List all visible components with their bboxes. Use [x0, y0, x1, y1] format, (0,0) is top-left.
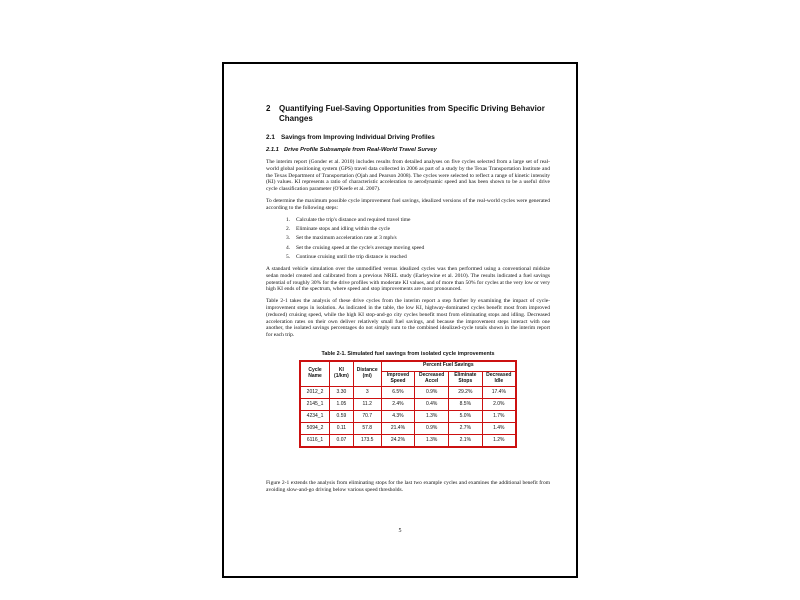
subsection-number: 2.1 — [266, 134, 275, 141]
table-group-header: Percent Fuel Savings — [381, 361, 516, 371]
table-subheader-cell: Decreased Accel — [415, 371, 449, 387]
table-cell: 173.5 — [353, 435, 381, 447]
subsection-heading — [266, 134, 550, 142]
section-heading — [266, 104, 550, 123]
table-cell: 29.2% — [449, 387, 483, 399]
table-cell: 57.8 — [353, 423, 381, 435]
table-cell: 0.59 — [330, 411, 354, 423]
table-cell: 1.3% — [415, 435, 449, 447]
subsubsection-text: Drive Profile Subsample from Real-World Travel Survey — [284, 147, 437, 153]
list-item-number: 2. — [286, 225, 291, 232]
table-cell: 21.4% — [381, 423, 415, 435]
page-content — [224, 64, 576, 494]
list-item-text: Calculate the trip's distance and required travel time — [296, 216, 411, 223]
table-cell: 70.7 — [353, 411, 381, 423]
list-item-number: 4. — [286, 244, 291, 251]
table-row — [300, 399, 516, 411]
table-cell: 1.7% — [482, 411, 516, 423]
list-item — [286, 245, 550, 252]
table-header-cell: Cycle Name — [300, 361, 330, 387]
list-item-text: Set the maximum acceleration rate at 3 mph/s — [296, 235, 397, 242]
body-paragraph: The interim report (Gonder et al. 2010) includes results from detailed analyses on five cycles selected from a large set of real-world global positioning system (GPS) travel data collected in 2006 as part of a study by the Texas Transportation Institute and the Texas Department of Transportation (Ojah and Pearson 2008). The cycles were selected to reflect a range of kinetic intensity (KI) values. KI represents a ratio of characteristic acceleration to aerodynamic speed and has been shown to be a useful drive cycle classification parameter (O'Keefe et al. 2007). — [266, 159, 550, 193]
document-page — [222, 62, 578, 578]
table-cell: 0.07 — [330, 435, 354, 447]
table-cell: 0.9% — [415, 423, 449, 435]
table-cell: 1.3% — [415, 411, 449, 423]
ordered-list — [266, 217, 550, 261]
table-cell: 24.2% — [381, 435, 415, 447]
list-item-text: Set the cruising speed at the cycle's average moving speed — [296, 244, 425, 251]
list-item-text: Continue cruising until the trip distance is reached — [296, 254, 407, 261]
table-cell: 1.05 — [330, 399, 354, 411]
subsubsection-number: 2.1.1 — [266, 147, 279, 153]
closing-paragraph: Figure 2-1 extends the analysis from eliminating stops for the last two example cycles and examines the additional benefit from avoiding slow-and-go driving below various speed thresholds. — [266, 480, 550, 494]
list-item-number: 3. — [286, 235, 291, 242]
list-item — [286, 217, 550, 224]
heading-text: Quantifying Fuel-Saving Opportunities from Specific Driving Behavior Changes — [279, 104, 545, 123]
table-row — [300, 435, 516, 447]
page-number: 5 — [398, 528, 402, 534]
list-item-text: Eliminate stops and idling within the cycle — [296, 225, 391, 232]
table-cell: 0.11 — [330, 423, 354, 435]
table-cell: 2.4% — [381, 399, 415, 411]
table-caption: Table 2-1. Simulated fuel savings from isolated cycle improvements — [321, 350, 495, 357]
table-cell: 2012_2 — [300, 387, 330, 399]
table-cell: 17.4% — [482, 387, 516, 399]
table-subheader-cell: Eliminate Stops — [449, 371, 483, 387]
table-header-cell: Distance (mi) — [353, 361, 381, 387]
list-item — [286, 226, 550, 233]
body-paragraph: Table 2-1 takes the analysis of these drive cycles from the interim report a step further by examining the impact of cycle-improvement steps in isolation. As indicated in the table, the low KI, highway-dominated cycles benefit most from improved (reduced) cruising speed, while the high KI stop-and-go city cycles benefit most from eliminating stops and idling. Decreased acceleration rates on their own deliver relatively small fuel savings, and because the improvement steps interact with one another, the isolated savings percentages do not simply sum to the combined idealized-cycle totals shown in the interim report for each trip. — [266, 298, 550, 339]
fuel-savings-table — [299, 360, 517, 448]
subsubsection-heading — [266, 147, 550, 154]
table-cell: 4234_1 — [300, 411, 330, 423]
table-cell: 6116_1 — [300, 435, 330, 447]
table-cell: 3.30 — [330, 387, 354, 399]
list-item — [286, 235, 550, 242]
table-cell: 11.2 — [353, 399, 381, 411]
table-cell: 2145_1 — [300, 399, 330, 411]
table-cell: 2.0% — [482, 399, 516, 411]
table-cell: 2.1% — [449, 435, 483, 447]
list-item — [286, 254, 550, 261]
table-subheader-cell: Decreased Idle — [482, 371, 516, 387]
table-cell: 1.4% — [482, 423, 516, 435]
table-cell: 5094_2 — [300, 423, 330, 435]
table-header-cell: KI (1/km) — [330, 361, 354, 387]
table-row — [300, 387, 516, 399]
table-cell: 8.5% — [449, 399, 483, 411]
table-cell: 3 — [353, 387, 381, 399]
subsection-text: Savings from Improving Individual Driving Profiles — [281, 134, 435, 141]
table-cell: 2.7% — [449, 423, 483, 435]
table-cell: 1.2% — [482, 435, 516, 447]
heading-number: 2 — [266, 104, 271, 113]
table-block — [299, 351, 517, 448]
table-cell: 6.5% — [381, 387, 415, 399]
list-item-number: 5. — [286, 254, 291, 261]
table-row — [300, 411, 516, 423]
table-row — [300, 423, 516, 435]
table-subheader-cell: Improved Speed — [381, 371, 415, 387]
table-cell: 0.4% — [415, 399, 449, 411]
body-paragraph: To determine the maximum possible cycle improvement fuel savings, idealized versions of the real-world cycles were generated according to the following steps: — [266, 197, 550, 211]
list-item-number: 1. — [286, 216, 291, 223]
body-paragraph: A standard vehicle simulation over the unmodified versus idealized cycles was then performed using a conventional midsize sedan model created and calibrated from a previous NREL study (Earleywine et al. 2010). The results indicated a fuel savings potential of roughly 30% for the drive profiles with moderate KI values, and of more than 50% for cycles at the very low or very high KI ends of the spectrum, where speed and stop improvements are most pronounced. — [266, 265, 550, 293]
table-cell: 0.9% — [415, 387, 449, 399]
table-cell: 5.0% — [449, 411, 483, 423]
table-cell: 4.3% — [381, 411, 415, 423]
